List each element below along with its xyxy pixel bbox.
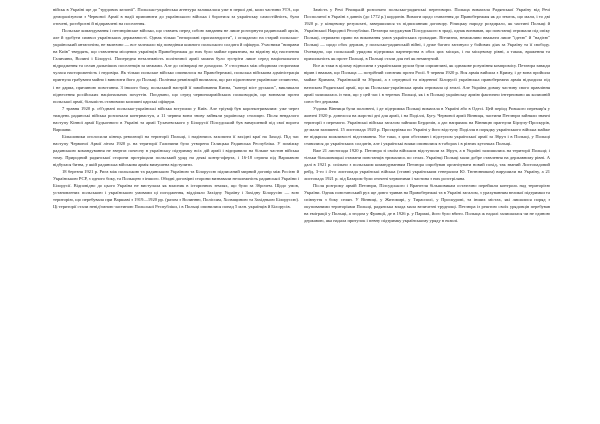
paragraph: Уздовж Вінниця були полонені, і де підтримка Польщі вимагала в Україні або в Одесі. Цей період Ризького перемир'я у жовтні 1920 р. довелося на жорсткі дні для армії, і на Поділлі, Бугу. Червоної армії Вінниця, частини Петлюри зайняли значні території з перемоги. Українські війська загалом зайняли Бердичів, а дає напрямок на Вінницю прагнули Бірзулу-Проскурів, де мали залишені. 15 листопада 1920 р. Проскурівка по Україні у його відступу Поділля в порядку українського війська майже не відкрила можливості відставання. Усе таки, з цим обставин і відступом української армії за Збруч і в Польщі, у Польщі ставилися до українських солдатів, але і українські вояки опинилися в таборах і в різних куточках Польщі. — [304, 105, 550, 146]
paragraph: військ в Україні ще до "трудових келонії". Польсько-українська агентура залишалася уже в перші дні, коли частини УГА, що деморалізуюли з Червоної Армії в надії припинити до українського війська і боротися за українську самостійність, були оточені, роззброєні й відправлені на поселення. — [53, 7, 299, 27]
paragraph: Вже 21 листопада 1920 р. Петлюра зі своїм військом відступили за Збруч, а в Україні залишились на території Польщі; і тільки більшовицькі отамани повстанців тримались по селах. Українці Польщі мали добре ставлення на державному рівні. А далі в 1921 р. спільно з польським командуванням Петлюра спробував організувати новий похід, так званий Листопадовий рейд, 3-го і 4-го листопада українські війська (ставні українським генералом Ю. Тютюнником) вирушили на Україну, а 21 листопада 1921 р. під Базаром були оточені червоними і частина з них розстріляна. — [304, 147, 550, 182]
paragraph: Все ж таки в цілому відносини з українським рухом були сприятливі, як однакове розуміння компромісу. Петлюра завжди вірив і вважав, що Польща — потрібний союзник проти Росії. 9 червня 1920 р. Вся армія вийшла з Криму, і де вона пройшла майже Кримом, Українській та Зброжі, а з середньої та південної Білорусії українська правобережна армія відходила під натиском Радянської армії, що як Польсько-українська армія отримала ці землі. Але Україна довшу частину свого правління армії залишалась із тим, що у цей час і в теренах Польщі, як і в Польщі українську армію фактично інтерновано як колишній союз без держави. — [304, 63, 550, 104]
right-text-column — [304, 6, 550, 224]
paragraph: Замість у Речі Річицькій розпочато польсько-радянські переговори. Польща вимагала Радянської Україну від Речі Посполитої в Україні з давніх (до 1772 р.) кордонів. Вимоги щодо ставлення до Правобережжя як до земель, що мали, і то дві 1920 р. у кінцевому результаті, завершилися та підписанням договору. Річицьку народу роздирало, як частині Польщі й Української Народної Республіки. Петлюра засуджував Пілсудського в зраді, однак визнавав, що повстанці отримали під опіку Польщі, отримати право на виконання умов українських громадян. Вітчизни, неможливо вважати лише "ідеєю" й "надією" Польщі — щодо обох держав, у польсько-радянській війні, і дуже багато загинуло у бойових діях за Україну та її свободу. Очевидно, що польський урядова підтримка партнерства в обох цих місцях, і на місцевому рівні, а також, враження та прихильність як проте Польщі, в Польщі стали для неї як неминучий. — [304, 7, 550, 62]
paragraph: 18 березня 1921 р. Рига між польською та радянською Україною та Білоруссю підписаний мирний договір між Росією й Українською РСР, з одного боку, та Польщею з іншого. Обидві договірні сторони визнавали незалежність радянської України і Білорусії. Відповідно до цього Україна не виступала як власник в історичних землях, що були за Зброчем. Щодо умов, установлених польською і українською умовами ці погодження, відділяло Західну Україну і Західну Білорусію — всю територію, що перебувала при Варшаві з 1919—1920 рр. (разом з Волинню, Поліссям, Холмщиною та Західньою Білоруссю). Ці території стали невід'ємною частиною Польської Республіки, і в Польщі опинилися понад 5 млн. українців й Білорусів. — [53, 169, 299, 210]
left-text-column — [53, 6, 299, 210]
paragraph: Польське командування і петлюрівське військо, що ставить перед собою завдання не лише розгорнути радянський архів, але й здобути символ українських державності. Однак тільки "непорожні пропагандисти", і оглядаємо на старий польсько-український антагонізм, не включно — все залежало від поведінки кожного польського солдата й офіцера. Учасники "виправи на Київ" твердять, що ставлення місцевих українців Правобережжя до них було майже приязним, на відміну від населення Галичини, Волині і Білорусі. Попередня незалежність політичної армії можна було зустріти лише серед національного відродження та селян дальніших поселенців за межами. Але до співпраці не доходило. У стосунках між обидвома сторонами чулася настороженість і недовіра. Як тільки польське військо опинилося на Правобережжі, польська військова адміністрація пригнула грабувати майно і вивозити його до Польщі. Політика реквізицій вилилася, що раз підштовхне українське селянство, і не дарма, причиною повстання. З іншого боку, польський настрій її завойовання Києва, "матері міст руських", викликали піднесення російських національних почуттів. Поєднано, що серед червоноармійських полководців, що воювали проти польської армії, більшість становили колишні царські офіцери. — [53, 28, 300, 104]
paragraph: Після розгрому армій Петлюри, Пілсудського і Врангеля більшовикам остаточно перейшли контроль над територією України. Однак повстанський рух ще довго тривав на Правобережжі та в Україні загалом, з урахуванням великої підтримки та співчуття з боку селян. У Вінниці, у Житомирі, у Тирасполі, у Проскурові, та інших містах, які лишалися поряд з окупованими територіями Польщі, радянська влада мала величезні труднощі. Петлюра із рештою своїх урядовців перебував на еміграції у Польщі, а згодом у Франції, де в 1926 р. у Парижі, його було вбито. Польща ж надалі залишалася чи не єдиною державою, яка надала притулок і певну підтримку українському уряду в екзилі. — [304, 183, 550, 224]
paragraph: Більшовики оголосили кінець революції на території Польщі, і надіючись захопити її західні краї на Заході. Під час наступу Червоної Армії літом 1920 р. на території Галичини було утворена Галицька Радянська Республіка. У поміжку радянською командування не звертає почесну в українську підтримку всіх дій армії і відправило на більше частин війська тому. Природний радянської сторони протріщали польський уряд на деякі контр-оферта, і 16-18 серпня під Варшавою відбулася битва, у якій радянська військова армія вимушена відступити. — [53, 133, 299, 168]
paragraph: 7 травня 1920 р. об'єднані польсько-українські війська вступили у Київ. Але тріумф був короткотривалим: уже через тиждень радянські війська розпочали контрнаступ, а 11 червня вони знову зайняли українську столицю. Після невдалого наступу Кінної армії Будьонного в Україні та армії Тухачевського у Білорусії Пілсудський був вимушений під свої ворота Варшави. — [53, 105, 299, 132]
